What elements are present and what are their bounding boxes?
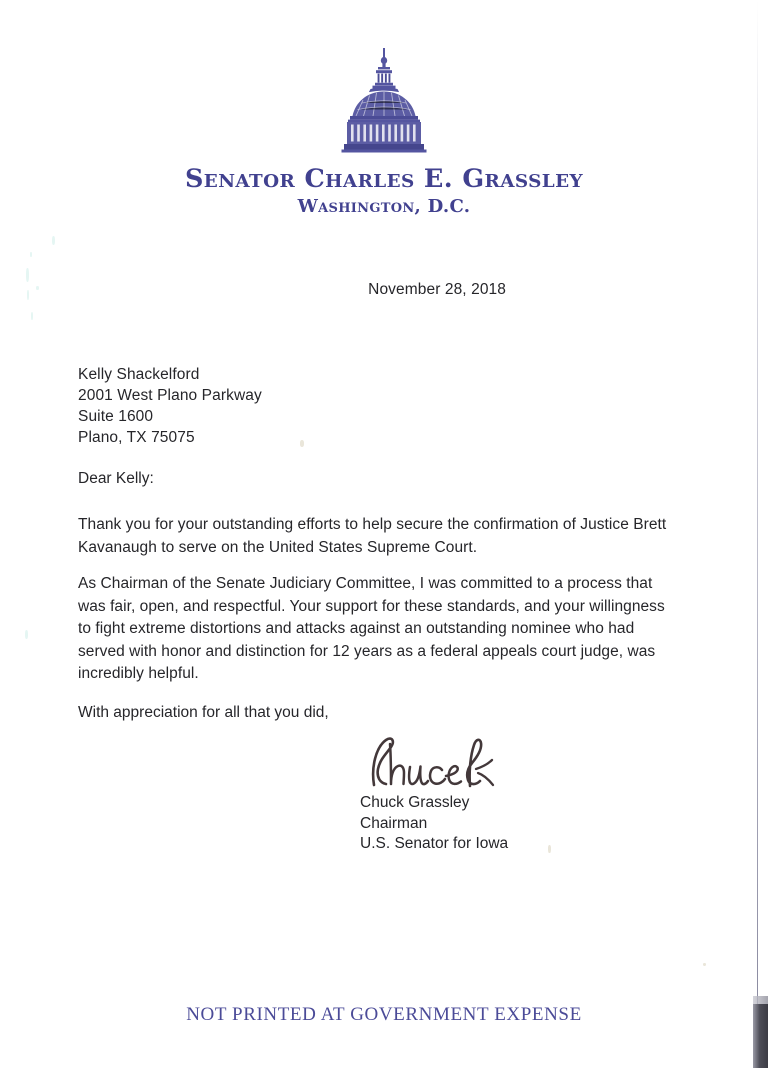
address-line-city: Plano, TX 75075 — [78, 429, 195, 446]
signature-block — [360, 735, 660, 855]
scan-speckle — [300, 440, 304, 447]
body-paragraph-2: As Chairman of the Senate Judiciary Committee, I was committed to a process that was fair, open, and respectful. Your support for these standards, and your willingness to fight extreme distortions and attacks against an outstanding nominee who had served with honor and distinction for 12 years as a federal appeals court judge, was incredibly helpful. — [78, 575, 665, 682]
handwritten-signature — [360, 735, 540, 791]
body-paragraph-1: Thank you for your outstanding efforts to help secure the confirmation of Justice Brett Kavanaugh to serve on the United States Supreme Court. — [78, 516, 667, 556]
scan-speckle — [52, 236, 55, 245]
scan-corner-shadow — [753, 996, 768, 1004]
letterhead — [0, 0, 768, 216]
closing-line: With appreciation for all that you did, — [78, 704, 329, 721]
scan-speckle — [26, 268, 29, 282]
salutation: Dear Kelly: — [78, 470, 154, 487]
scan-speckle — [25, 630, 28, 639]
scan-speckle — [703, 963, 706, 966]
letter-date: November 28, 2018 — [368, 281, 506, 298]
footer-notice: NOT PRINTED AT GOVERNMENT EXPENSE — [186, 1004, 582, 1025]
capitol-dome-icon — [324, 46, 444, 158]
address-line-street: 2001 West Plano Parkway — [78, 387, 262, 404]
signature-details — [360, 793, 660, 855]
scan-speckle — [31, 312, 33, 320]
scan-speckle — [30, 252, 32, 257]
scan-edge-line — [757, 0, 758, 1068]
signer-title: Chairman — [360, 814, 428, 832]
address-line-suite: Suite 1600 — [78, 408, 154, 425]
scan-corner-block — [753, 1004, 768, 1068]
letterhead-name: Senator Charles E. Grassley — [184, 164, 584, 193]
signer-office: U.S. Senator for Iowa — [360, 835, 509, 852]
signer-name: Chuck Grassley — [360, 794, 470, 811]
recipient-address — [78, 364, 262, 448]
letterhead-city: Washington, D.C. — [297, 196, 471, 217]
address-line-name: Kelly Shackelford — [78, 366, 200, 383]
